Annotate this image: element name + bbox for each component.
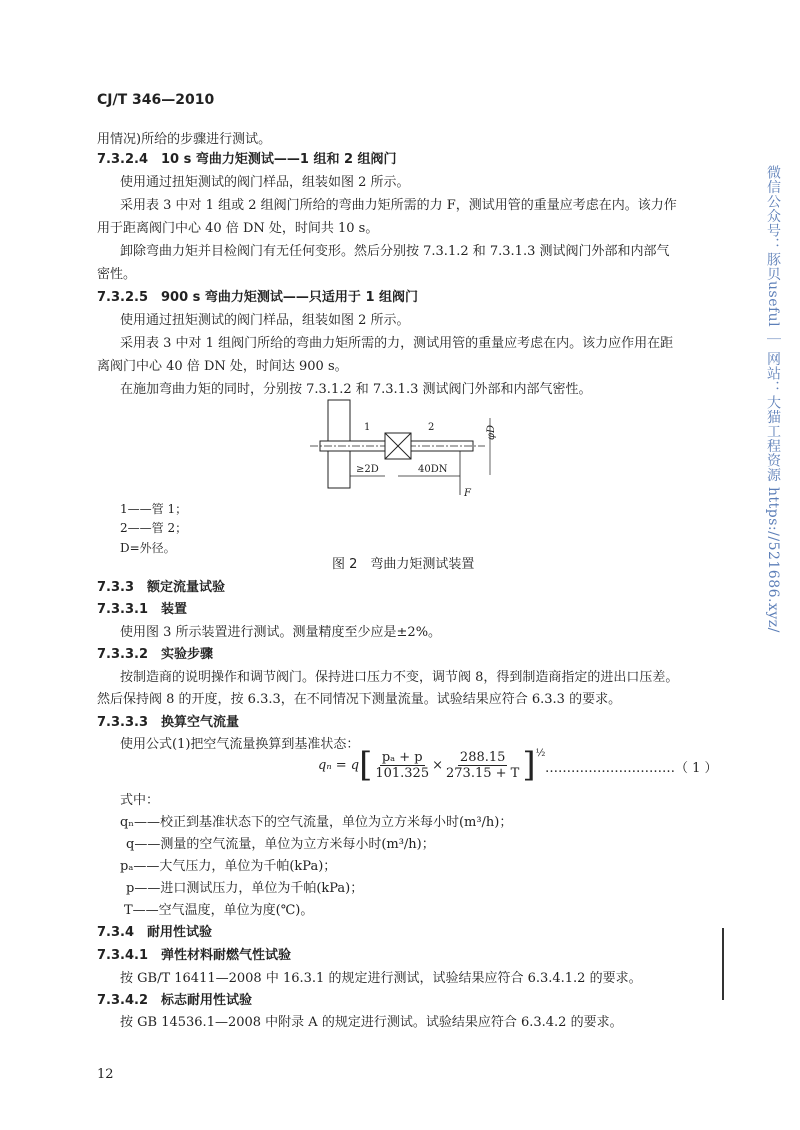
bracket-left: [ — [359, 745, 373, 785]
variable-definition: pₐ——大气压力，单位为千帕(kPa)； — [120, 859, 337, 874]
section-heading: 7.3.3.1 装置 — [97, 602, 187, 617]
paragraph-line: 在施加弯曲力矩的同时，分别按 7.3.1.2 和 7.3.1.3 测试阀门外部和内部气密性。 — [120, 382, 592, 397]
section-heading: 7.3.2.5 900 s 弯曲力矩测试——只适用于 1 组阀门 — [97, 290, 419, 305]
figure-legend-item: 2——管 2； — [120, 521, 188, 535]
paragraph-line: 密性。 — [97, 267, 137, 282]
section-heading: 7.3.3 额定流量试验 — [97, 580, 226, 595]
formula-lhs: qₙ = q — [318, 757, 360, 773]
variable-definition: p——进口测试压力，单位为千帕(kPa)； — [126, 881, 364, 896]
bracket-right: ] — [522, 745, 536, 785]
numerator: 288.15 — [459, 749, 506, 765]
times-sign: × — [432, 757, 444, 773]
label-2d: ≥2D — [356, 464, 379, 475]
paragraph-line: 使用图 3 所示装置进行测试。测量精度至少应是±2%。 — [120, 625, 442, 640]
paragraph-line: 使用公式(1)把空气流量换算到基准状态： — [120, 737, 360, 752]
denominator: 101.325 — [375, 765, 430, 781]
paragraph-line: 然后保持阀 8 的开度，按 6.3.3，在不同情况下测量流量。试验结果应符合 6.3.3 的要求。 — [97, 692, 622, 707]
variable-definition: qₙ——校正到基准状态下的空气流量，单位为立方米每小时(m³/h)； — [120, 815, 513, 830]
section-heading: 7.3.3.3 换算空气流量 — [97, 715, 239, 730]
exponent: ½ — [535, 748, 546, 759]
label-40dn: 40DN — [418, 464, 448, 475]
figure-caption: 图 2 弯曲力矩测试装置 — [332, 557, 475, 572]
section-heading: 7.3.2.4 10 s 弯曲力矩测试——1 组和 2 组阀门 — [97, 152, 397, 167]
denominator: 273.15 + T — [446, 765, 520, 781]
section-heading: 7.3.3.2 实验步骤 — [97, 647, 213, 662]
figure-legend-item: D=外径。 — [120, 541, 176, 555]
paragraph-line: 卸除弯曲力矩并目检阀门有无任何变形。然后分别按 7.3.1.2 和 7.3.1.3 测试阀门外部和内部气 — [120, 244, 670, 259]
section-heading: 7.3.4.2 标志耐用性试验 — [97, 993, 252, 1008]
paragraph-line: 按制造商的说明操作和调节阀门。保持进口压力不变，调节阀 8，得到制造商指定的进出口压差。 — [120, 670, 679, 685]
fraction-temperature — [446, 750, 519, 781]
numerator: pₐ + p — [381, 749, 423, 765]
bending-moment-figure — [300, 390, 520, 500]
watermark: 微信公众号：豚贝useful ｜ 网站：大猫工程资源 https://521686.xyz/ — [765, 165, 781, 633]
paragraph-line: 离阀门中心 40 倍 DN 处，时间达 900 s。 — [97, 359, 348, 374]
standard-code-header: CJ/T 346—2010 — [97, 92, 215, 108]
paragraph-line: 使用通过扭矩测试的阀门样品，组装如图 2 所示。 — [120, 175, 410, 190]
paragraph-line: 使用通过扭矩测试的阀门样品，组装如图 2 所示。 — [120, 313, 410, 328]
section-heading: 7.3.4 耐用性试验 — [97, 925, 213, 940]
paragraph-line: 用于距离阀门中心 40 倍 DN 处，时间共 10 s。 — [97, 221, 379, 236]
paragraph-line: 采用表 3 中对 1 组阀门所给的弯曲力矩所需的力，测试用管的重量应考虑在内。该力应作用在距 — [120, 336, 674, 351]
formula-number: …………………………（ 1 ） — [545, 761, 718, 776]
label-pipe-2: 2 — [428, 422, 435, 433]
label-force: F — [464, 488, 471, 499]
variable-definition: q——测量的空气流量，单位为立方米每小时(m³/h)； — [126, 837, 435, 852]
label-diameter: φD — [486, 424, 497, 440]
label-pipe-1: 1 — [364, 422, 371, 433]
paragraph-line: 采用表 3 中对 1 组或 2 组阀门所给的弯曲力矩所需的力 F，测试用管的重量应考虑在内。该力作 — [120, 198, 677, 213]
section-heading: 7.3.4.1 弹性材料耐燃气性试验 — [97, 948, 291, 963]
paragraph-line: 按 GB/T 16411—2008 中 16.3.1 的规定进行测试，试验结果应符合 6.3.4.1.2 的要求。 — [120, 971, 642, 986]
page-number: 12 — [97, 1067, 114, 1082]
variable-definition: T——空气温度，单位为度(℃)。 — [124, 903, 314, 918]
change-bar — [722, 928, 724, 1000]
figure-legend-item: 1——管 1； — [120, 502, 188, 516]
paragraph-line: 按 GB 14536.1—2008 中附录 A 的规定进行测试。试验结果应符合 6.3.4.2 的要求。 — [120, 1015, 623, 1030]
paragraph-line: 式中： — [120, 793, 160, 808]
formula-1 — [318, 745, 546, 785]
fraction-pressure — [375, 750, 429, 781]
paragraph-line: 用情况)所给的步骤进行测试。 — [97, 132, 272, 147]
